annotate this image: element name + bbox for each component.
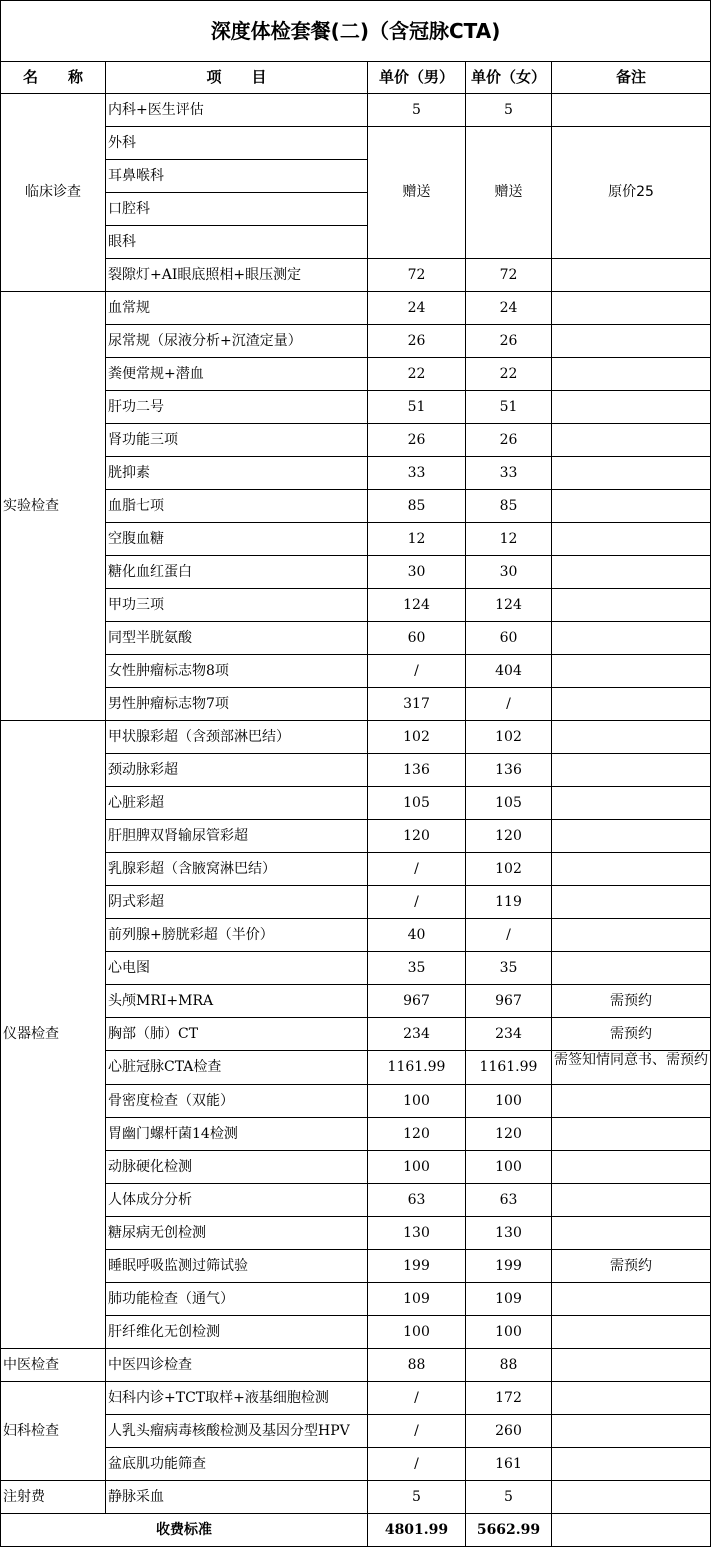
price-male-cell: 30 [368, 556, 466, 589]
price-female-cell: 120 [466, 820, 552, 853]
note-cell [552, 424, 711, 457]
note-cell [552, 1382, 711, 1415]
note-cell [552, 391, 711, 424]
note-cell [552, 1085, 711, 1118]
price-female-cell: 130 [466, 1217, 552, 1250]
note-cell [552, 1415, 711, 1448]
total-female: 5662.99 [466, 1514, 552, 1547]
price-male-cell: 24 [368, 292, 466, 325]
price-female-cell: / [466, 688, 552, 721]
page-title: 深度体检套餐(二)（含冠脉CTA) [1, 1, 711, 62]
table-row [1, 787, 711, 820]
note-cell [552, 688, 711, 721]
price-female-cell: 63 [466, 1184, 552, 1217]
note-cell [552, 358, 711, 391]
table-row [1, 721, 711, 754]
price-male-cell: / [368, 886, 466, 919]
table-row [1, 985, 711, 1018]
category-cell: 临床诊查 [1, 94, 106, 292]
price-male-cell: / [368, 655, 466, 688]
price-female-cell: 404 [466, 655, 552, 688]
price-female-cell: 260 [466, 1415, 552, 1448]
price-male-cell: / [368, 1415, 466, 1448]
table-row [1, 1415, 711, 1448]
item-cell: 心脏冠脉CTA检查 [106, 1051, 368, 1085]
item-cell: 中医四诊检查 [106, 1349, 368, 1382]
header-note: 备注 [552, 62, 711, 94]
table-row [1, 1250, 711, 1283]
price-male-cell: 136 [368, 754, 466, 787]
price-female-cell: 102 [466, 721, 552, 754]
item-cell: 胃幽门螺杆菌14检测 [106, 1118, 368, 1151]
note-cell [552, 556, 711, 589]
header-price-male: 单价（男） [368, 62, 466, 94]
price-female-cell: 109 [466, 1283, 552, 1316]
table-row [1, 259, 711, 292]
title-row [1, 1, 711, 62]
price-female-cell: 100 [466, 1151, 552, 1184]
note-cell [552, 787, 711, 820]
note-cell [552, 1217, 711, 1250]
price-female-cell: 24 [466, 292, 552, 325]
price-female-cell: 51 [466, 391, 552, 424]
price-female-cell: / [466, 919, 552, 952]
price-female-cell: 967 [466, 985, 552, 1018]
price-male-cell: / [368, 1382, 466, 1415]
item-cell: 人体成分分析 [106, 1184, 368, 1217]
price-male-cell: 120 [368, 1118, 466, 1151]
note-cell [552, 589, 711, 622]
price-female-cell: 72 [466, 259, 552, 292]
price-male-cell: 102 [368, 721, 466, 754]
price-female-cell: 100 [466, 1085, 552, 1118]
price-male-cell: 317 [368, 688, 466, 721]
note-cell [552, 1316, 711, 1349]
table-row [1, 589, 711, 622]
price-male-cell: 100 [368, 1316, 466, 1349]
price-male-cell: 26 [368, 424, 466, 457]
table-row [1, 655, 711, 688]
table-row [1, 1481, 711, 1514]
price-female-cell: 100 [466, 1316, 552, 1349]
note-cell [552, 292, 711, 325]
category-cell: 仪器检查 [1, 721, 106, 1349]
item-cell: 外科 [106, 127, 368, 160]
item-cell: 糖化血红蛋白 [106, 556, 368, 589]
item-cell: 血常规 [106, 292, 368, 325]
note-cell [552, 523, 711, 556]
price-male-cell: / [368, 853, 466, 886]
note-cell [552, 1349, 711, 1382]
table-row [1, 424, 711, 457]
item-cell: 同型半胱氨酸 [106, 622, 368, 655]
note-cell [552, 94, 711, 127]
price-male-cell: 5 [368, 94, 466, 127]
item-cell: 裂隙灯+AI眼底照相+眼压测定 [106, 259, 368, 292]
note-cell: 需预约 [552, 985, 711, 1018]
category-cell: 妇科检查 [1, 1382, 106, 1481]
item-cell: 心电图 [106, 952, 368, 985]
item-cell: 头颅MRI+MRA [106, 985, 368, 1018]
note-cell: 需签知情同意书、需预约 [552, 1051, 711, 1085]
price-male-cell: 130 [368, 1217, 466, 1250]
price-female-cell: 88 [466, 1349, 552, 1382]
price-female-cell: 26 [466, 424, 552, 457]
item-cell: 心脏彩超 [106, 787, 368, 820]
total-male: 4801.99 [368, 1514, 466, 1547]
price-male-cell: 33 [368, 457, 466, 490]
price-female-cell: 102 [466, 853, 552, 886]
item-cell: 女性肿瘤标志物8项 [106, 655, 368, 688]
note-cell [552, 1481, 711, 1514]
table-row [1, 325, 711, 358]
table-row [1, 1283, 711, 1316]
table-row [1, 523, 711, 556]
table-row [1, 919, 711, 952]
price-male-cell: 22 [368, 358, 466, 391]
table-row [1, 1448, 711, 1481]
table-row [1, 1316, 711, 1349]
note-cell [552, 721, 711, 754]
note-cell [552, 754, 711, 787]
note-cell [552, 820, 711, 853]
table-row [1, 1118, 711, 1151]
table-row [1, 952, 711, 985]
price-male-cell: 105 [368, 787, 466, 820]
item-cell: 肾功能三项 [106, 424, 368, 457]
table-row [1, 556, 711, 589]
price-female-cell: 199 [466, 1250, 552, 1283]
note-cell [552, 952, 711, 985]
note-cell [552, 853, 711, 886]
item-cell: 颈动脉彩超 [106, 754, 368, 787]
table-row [1, 820, 711, 853]
item-cell: 口腔科 [106, 193, 368, 226]
price-male-cell: 120 [368, 820, 466, 853]
price-male-cell: 51 [368, 391, 466, 424]
table-row [1, 1349, 711, 1382]
table-row [1, 391, 711, 424]
item-cell: 耳鼻喉科 [106, 160, 368, 193]
price-male-cell: 72 [368, 259, 466, 292]
note-cell [552, 490, 711, 523]
total-note [552, 1514, 711, 1547]
item-cell: 肺功能检查（通气） [106, 1283, 368, 1316]
table-row [1, 1085, 711, 1118]
item-cell: 乳腺彩超（含腋窝淋巴结） [106, 853, 368, 886]
item-cell: 血脂七项 [106, 490, 368, 523]
item-cell: 睡眠呼吸监测过筛试验 [106, 1250, 368, 1283]
price-female-cell: 35 [466, 952, 552, 985]
table-row [1, 1151, 711, 1184]
price-female-cell: 30 [466, 556, 552, 589]
table-row [1, 358, 711, 391]
item-cell: 肝胆脾双肾输尿管彩超 [106, 820, 368, 853]
table-row [1, 1382, 711, 1415]
price-male-cell: 100 [368, 1151, 466, 1184]
price-female-cell: 33 [466, 457, 552, 490]
table-row [1, 754, 711, 787]
price-female-cell: 60 [466, 622, 552, 655]
price-male-cell: 赠送 [368, 127, 466, 259]
item-cell: 糖尿病无创检测 [106, 1217, 368, 1250]
note-cell [552, 1151, 711, 1184]
price-female-cell: 234 [466, 1018, 552, 1051]
price-female-cell: 赠送 [466, 127, 552, 259]
table-row [1, 1184, 711, 1217]
item-cell: 盆底肌功能筛查 [106, 1448, 368, 1481]
note-cell: 需预约 [552, 1018, 711, 1051]
price-female-cell: 1161.99 [466, 1051, 552, 1085]
price-female-cell: 105 [466, 787, 552, 820]
table-row [1, 127, 711, 160]
note-cell [552, 655, 711, 688]
item-cell: 内科+医生评估 [106, 94, 368, 127]
price-female-cell: 161 [466, 1448, 552, 1481]
price-male-cell: 88 [368, 1349, 466, 1382]
header-row [1, 62, 711, 94]
price-female-cell: 172 [466, 1382, 552, 1415]
table-row [1, 853, 711, 886]
header-price-female: 单价（女） [466, 62, 552, 94]
price-female-cell: 136 [466, 754, 552, 787]
price-female-cell: 5 [466, 1481, 552, 1514]
item-cell: 甲功三项 [106, 589, 368, 622]
item-cell: 动脉硬化检测 [106, 1151, 368, 1184]
price-male-cell: 100 [368, 1085, 466, 1118]
item-cell: 静脉采血 [106, 1481, 368, 1514]
price-male-cell: 85 [368, 490, 466, 523]
total-row [1, 1514, 711, 1547]
price-male-cell: 40 [368, 919, 466, 952]
note-cell [552, 1448, 711, 1481]
category-cell: 中医检查 [1, 1349, 106, 1382]
note-cell [552, 919, 711, 952]
table-row [1, 1018, 711, 1051]
item-cell: 胸部（肺）CT [106, 1018, 368, 1051]
item-cell: 胱抑素 [106, 457, 368, 490]
note-cell [552, 1283, 711, 1316]
price-male-cell: 234 [368, 1018, 466, 1051]
item-cell: 尿常规（尿液分析+沉渣定量） [106, 325, 368, 358]
note-cell [552, 259, 711, 292]
price-male-cell: 967 [368, 985, 466, 1018]
note-cell [552, 1118, 711, 1151]
item-cell: 肝功二号 [106, 391, 368, 424]
price-male-cell: 5 [368, 1481, 466, 1514]
note-cell [552, 325, 711, 358]
note-cell [552, 1184, 711, 1217]
price-female-cell: 22 [466, 358, 552, 391]
note-cell [552, 886, 711, 919]
table-row [1, 490, 711, 523]
price-male-cell: 26 [368, 325, 466, 358]
item-cell: 前列腺+膀胱彩超（半价） [106, 919, 368, 952]
item-cell: 甲状腺彩超（含颈部淋巴结） [106, 721, 368, 754]
table-row [1, 688, 711, 721]
price-female-cell: 119 [466, 886, 552, 919]
item-cell: 空腹血糖 [106, 523, 368, 556]
header-name: 名 称 [1, 62, 106, 94]
item-cell: 妇科内诊+TCT取样+液基细胞检测 [106, 1382, 368, 1415]
price-female-cell: 26 [466, 325, 552, 358]
table-row [1, 1217, 711, 1250]
price-male-cell: 63 [368, 1184, 466, 1217]
header-item: 项 目 [106, 62, 368, 94]
price-male-cell: 35 [368, 952, 466, 985]
price-female-cell: 124 [466, 589, 552, 622]
category-cell: 实验检查 [1, 292, 106, 721]
item-cell: 阴式彩超 [106, 886, 368, 919]
item-cell: 粪便常规+潜血 [106, 358, 368, 391]
item-cell: 人乳头瘤病毒核酸检测及基因分型HPV [106, 1415, 368, 1448]
note-cell [552, 622, 711, 655]
price-female-cell: 12 [466, 523, 552, 556]
item-cell: 肝纤维化无创检测 [106, 1316, 368, 1349]
note-cell: 需预约 [552, 1250, 711, 1283]
item-cell: 男性肿瘤标志物7项 [106, 688, 368, 721]
table-row [1, 94, 711, 127]
price-male-cell: 12 [368, 523, 466, 556]
price-male-cell: / [368, 1448, 466, 1481]
table-row [1, 622, 711, 655]
note-cell [552, 457, 711, 490]
item-cell: 骨密度检查（双能） [106, 1085, 368, 1118]
table-row [1, 1051, 711, 1085]
price-female-cell: 120 [466, 1118, 552, 1151]
table-row [1, 292, 711, 325]
price-female-cell: 5 [466, 94, 552, 127]
price-male-cell: 124 [368, 589, 466, 622]
price-male-cell: 109 [368, 1283, 466, 1316]
price-male-cell: 199 [368, 1250, 466, 1283]
note-cell: 原价25 [552, 127, 711, 259]
table-row [1, 457, 711, 490]
item-cell: 眼科 [106, 226, 368, 259]
table-row [1, 886, 711, 919]
price-male-cell: 1161.99 [368, 1051, 466, 1085]
category-cell: 注射费 [1, 1481, 106, 1514]
price-male-cell: 60 [368, 622, 466, 655]
total-label: 收费标准 [1, 1514, 368, 1547]
price-female-cell: 85 [466, 490, 552, 523]
